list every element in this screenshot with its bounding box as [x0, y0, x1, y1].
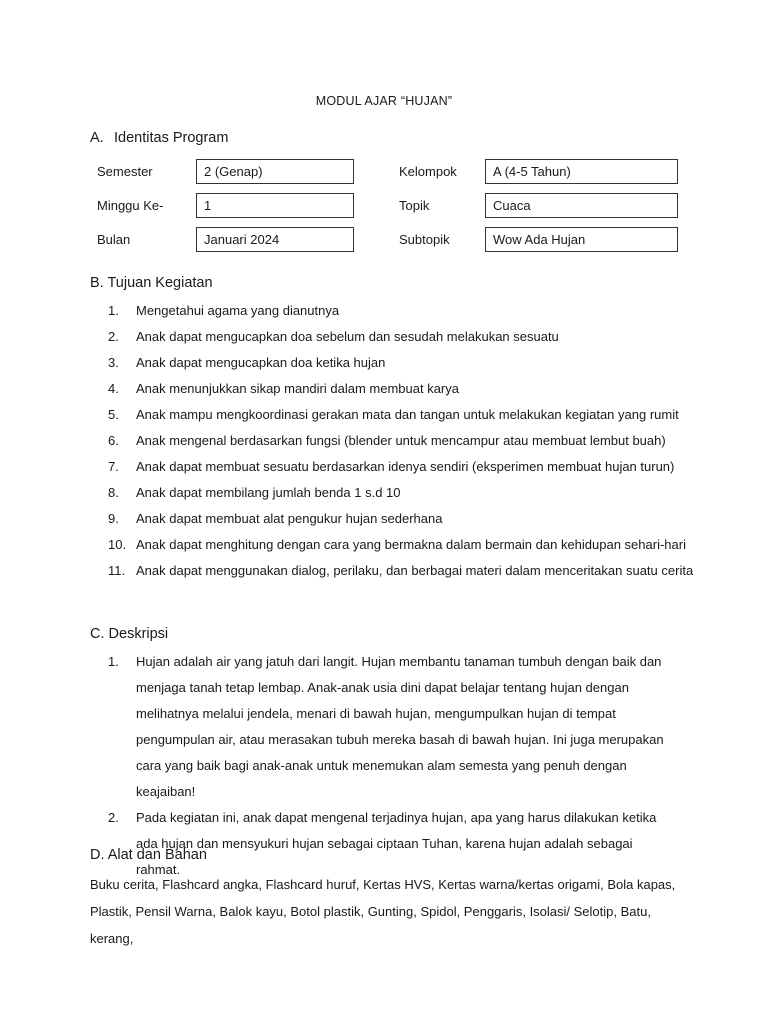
list-text: Anak dapat mengucapkan doa ketika hujan	[136, 355, 386, 370]
list-number: 8.	[108, 485, 119, 500]
list-text: Anak dapat membilang jumlah benda 1 s.d 10	[136, 485, 401, 500]
field-semester: 2 (Genap)	[196, 159, 354, 184]
section-c-heading: C. Deskripsi	[90, 626, 169, 642]
list-text: Anak mengenal berdasarkan fungsi (blender untuk mencampur atau membuat lembut buah)	[136, 433, 666, 448]
list-text: Anak dapat membuat alat pengukur hujan sederhana	[136, 511, 443, 526]
tujuan-list	[108, 298, 708, 584]
field-bulan: Januari 2024	[196, 227, 354, 252]
list-item	[108, 298, 708, 324]
section-a-title: Identitas Program	[114, 130, 229, 146]
field-minggu: 1	[196, 193, 354, 218]
section-b-heading: B. Tujuan Kegiatan	[90, 275, 213, 291]
list-item	[108, 454, 708, 480]
list-number: 2.	[108, 810, 119, 825]
field-subtopik: Wow Ada Hujan	[485, 227, 678, 252]
list-item	[108, 324, 708, 350]
list-text: Anak dapat menghitung dengan cara yang bermakna dalam bermain dan kehidupan sehari-hari	[136, 537, 686, 552]
list-number: 2.	[108, 329, 119, 344]
list-number: 4.	[108, 381, 119, 396]
alat-bahan-text: Buku cerita, Flashcard angka, Flashcard huruf, Kertas HVS, Kertas warna/kertas origami, Bola kapas, Plastik, Pensil Warna, Balok kayu, Botol plastik, Gunting, Spidol, Penggaris, Isolasi/ Selotip, Batu, kerang,	[90, 877, 676, 946]
list-text: Anak mampu mengkoordinasi gerakan mata dan tangan untuk melakukan kegiatan yang rumit	[136, 407, 679, 422]
list-number: 6.	[108, 433, 119, 448]
list-text: Anak menunjukkan sikap mandiri dalam membuat karya	[136, 381, 459, 396]
list-item	[108, 402, 708, 428]
label-bulan: Bulan	[97, 232, 131, 247]
list-text: Anak dapat membuat sesuatu berdasarkan idenya sendiri (eksperimen membuat hujan turun)	[136, 459, 675, 474]
label-topik: Topik	[399, 198, 430, 213]
list-item	[108, 428, 708, 454]
list-number: 3.	[108, 355, 119, 370]
list-number: 1.	[108, 654, 119, 669]
label-subtopik: Subtopik	[399, 232, 450, 247]
list-number: 1.	[108, 303, 119, 318]
list-number: 5.	[108, 407, 119, 422]
list-item	[108, 558, 708, 584]
list-item	[108, 649, 676, 805]
label-semester: Semester	[97, 164, 153, 179]
list-number: 11.	[108, 563, 126, 578]
list-item	[108, 376, 708, 402]
label-minggu: Minggu Ke-	[97, 198, 164, 213]
list-item	[108, 532, 708, 558]
label-kelompok: Kelompok	[399, 164, 457, 179]
section-d-heading: D. Alat dan Bahan	[90, 847, 207, 863]
list-item	[108, 480, 708, 506]
list-item	[108, 350, 708, 376]
list-number: 9.	[108, 511, 119, 526]
list-text: Anak dapat mengucapkan doa sebelum dan sesudah melakukan sesuatu	[136, 329, 559, 344]
section-a-letter: A.	[90, 130, 104, 146]
list-text: Hujan adalah air yang jatuh dari langit. Hujan membantu tanaman tumbuh dengan baik dan menjaga tanah tetap lembap. Anak-anak usia dini dapat belajar tentang hujan dengan melihatnya melalui jendela, menari di bawah hujan, mengumpulkan hujan di tempat pengumpulan air, atau merasakan tubuh mereka basah di bawah hujan. Ini juga merupakan cara yang baik bagi anak-anak untuk menemukan alam semesta yang penuh dengan keajaiban!	[136, 654, 664, 799]
field-topik: Cuaca	[485, 193, 678, 218]
list-text: Mengetahui agama yang dianutnya	[136, 303, 340, 318]
section-a-heading	[90, 130, 228, 146]
document-title: MODUL AJAR “HUJAN”	[315, 94, 453, 108]
list-item	[108, 506, 708, 532]
list-text: Anak dapat menggunakan dialog, perilaku, dan berbagai materi dalam menceritakan suatu cerita	[136, 563, 694, 578]
list-number: 7.	[108, 459, 119, 474]
list-text: Pada kegiatan ini, anak dapat mengenal terjadinya hujan, apa yang harus dilakukan ketika ada hujan dan mensyukuri hujan sebagai ciptaan Tuhan, karena hujan adalah sebagai rahmat.	[136, 810, 657, 877]
list-number: 10.	[108, 537, 127, 552]
field-kelompok: A (4-5 Tahun)	[485, 159, 678, 184]
